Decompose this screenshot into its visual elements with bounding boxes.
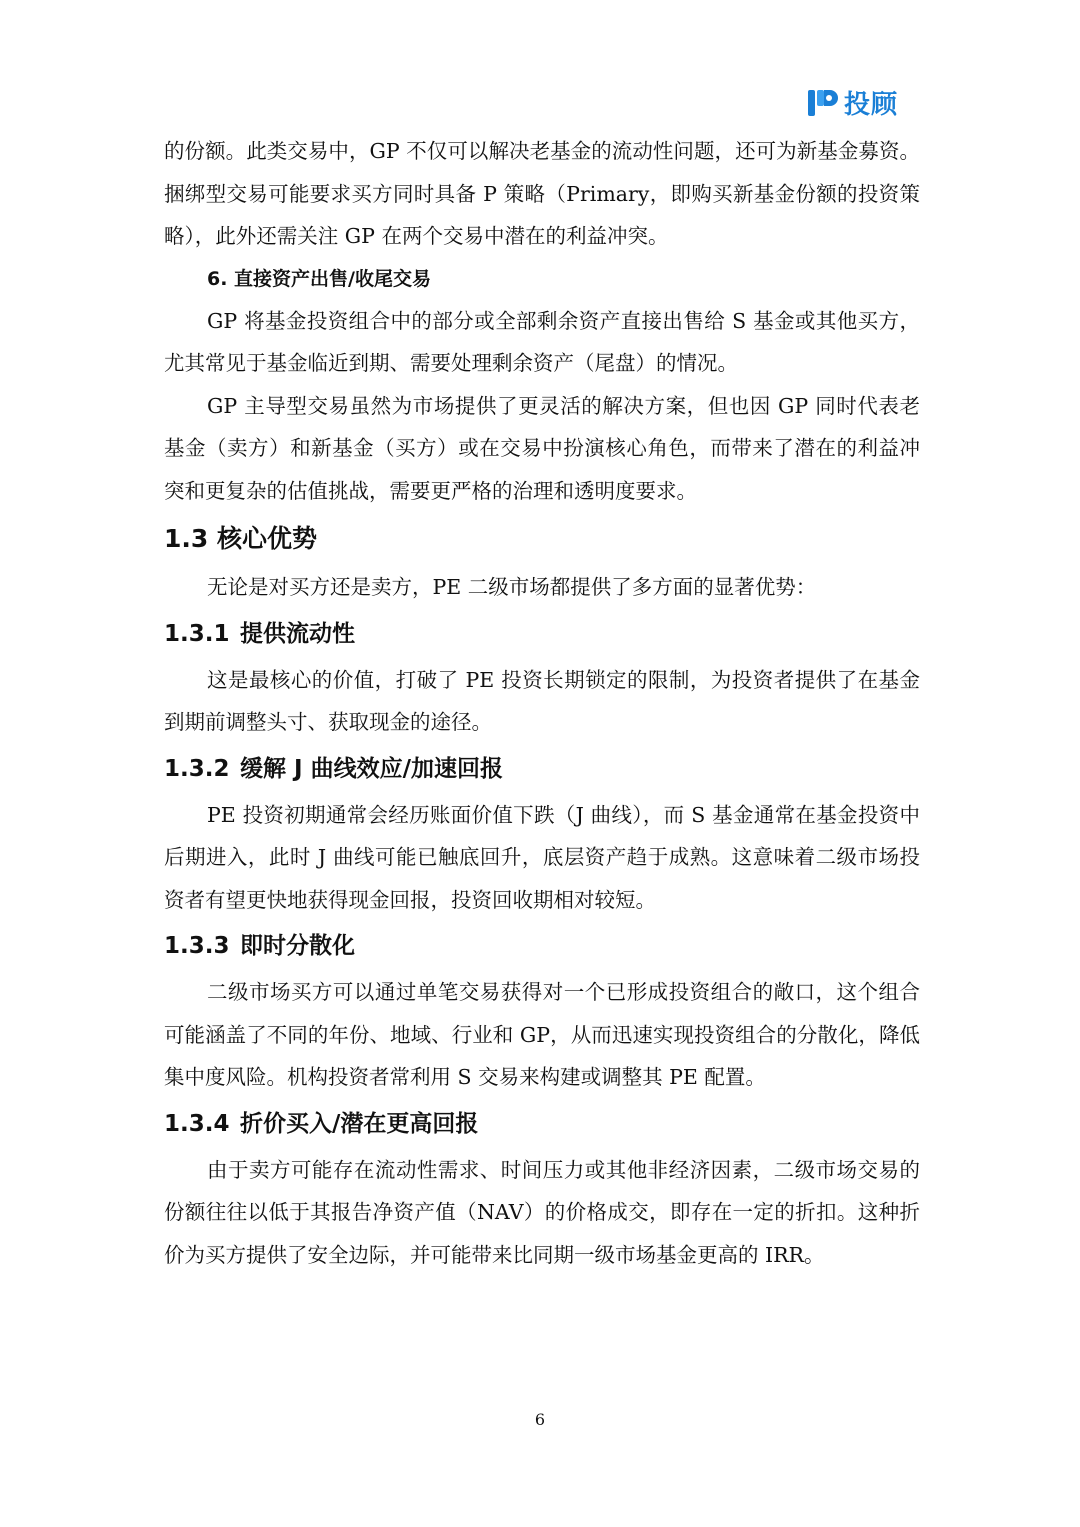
section-heading: 1.3 核心优势 (164, 524, 317, 553)
paragraph: 的份额。此类交易中，GP 不仅可以解决老基金的流动性问题，还可为新基金募资。捆绑型交易可能要求买方同时具备 P 策略（Primary，即购买新基金份额的投资策略），此外还需关注 GP 在两个交易中潜在的利益冲突。 (164, 139, 920, 248)
paragraph: 二级市场买方可以通过单笔交易获得对一个已形成投资组合的敞口，这个组合可能涵盖了不同的年份、地域、行业和 GP，从而迅速实现投资组合的分散化，降低集中度风险。机构投资者常利用 S 交易来构建或调整其 PE 配置。 (164, 980, 920, 1089)
subsection-heading (164, 754, 920, 784)
subsection-heading (164, 1109, 920, 1139)
heading-number: 1.3.1 (164, 620, 230, 647)
subsection-heading: 6. 直接资产出售/收尾交易 (207, 267, 431, 290)
brand-logo-icon (806, 86, 840, 120)
heading-number: 1.3.4 (164, 1110, 230, 1137)
paragraph: 由于卖方可能存在流动性需求、时间压力或其他非经济因素，二级市场交易的份额往往以低于其报告净资产值（NAV）的价格成交，即存在一定的折扣。这种折价为买方提供了安全边际，并可能带来比同期一级市场基金更高的 IRR。 (164, 1157, 920, 1267)
heading-title: 提供流动性 (240, 620, 355, 647)
heading-title: 折价买入/潜在更高回报 (240, 1110, 479, 1137)
paragraph: GP 将基金投资组合中的部分或全部剩余资产直接出售给 S 基金或其他买方，尤其常见于基金临近到期、需要处理剩余资产（尾盘）的情况。 (164, 308, 920, 375)
heading-title: 即时分散化 (240, 933, 355, 959)
subsection-heading (164, 931, 920, 961)
heading-number: 1.3.2 (164, 755, 230, 782)
paragraph: GP 主导型交易虽然为市场提供了更灵活的解决方案，但也因 GP 同时代表老基金（卖方）和新基金（买方）或在交易中扮演核心角色，而带来了潜在的利益冲突和更复杂的估值挑战，需要更严格的治理和透明度要求。 (164, 393, 920, 503)
brand-name: 投顾 (844, 90, 899, 120)
heading-number: 1.3.3 (164, 933, 230, 959)
paragraph: 无论是对买方还是卖方，PE 二级市场都提供了多方面的显著优势： (207, 575, 817, 599)
page-number: 6 (534, 1410, 546, 1429)
heading-title: 缓解 J 曲线效应/加速回报 (240, 755, 503, 782)
brand-logo (806, 84, 898, 121)
paragraph: 这是最核心的价值，打破了 PE 投资长期锁定的限制，为投资者提供了在基金到期前调整头寸、获取现金的途径。 (164, 667, 920, 734)
subsection-heading (164, 619, 920, 649)
paragraph: PE 投资初期通常会经历账面价值下跌（J 曲线），而 S 基金通常在基金投资中后期进入，此时 J 曲线可能已触底回升，底层资产趋于成熟。这意味着二级市场投资者有望更快地获得现金回报，投资回收期相对较短。 (164, 802, 920, 912)
document-body (164, 130, 920, 1276)
